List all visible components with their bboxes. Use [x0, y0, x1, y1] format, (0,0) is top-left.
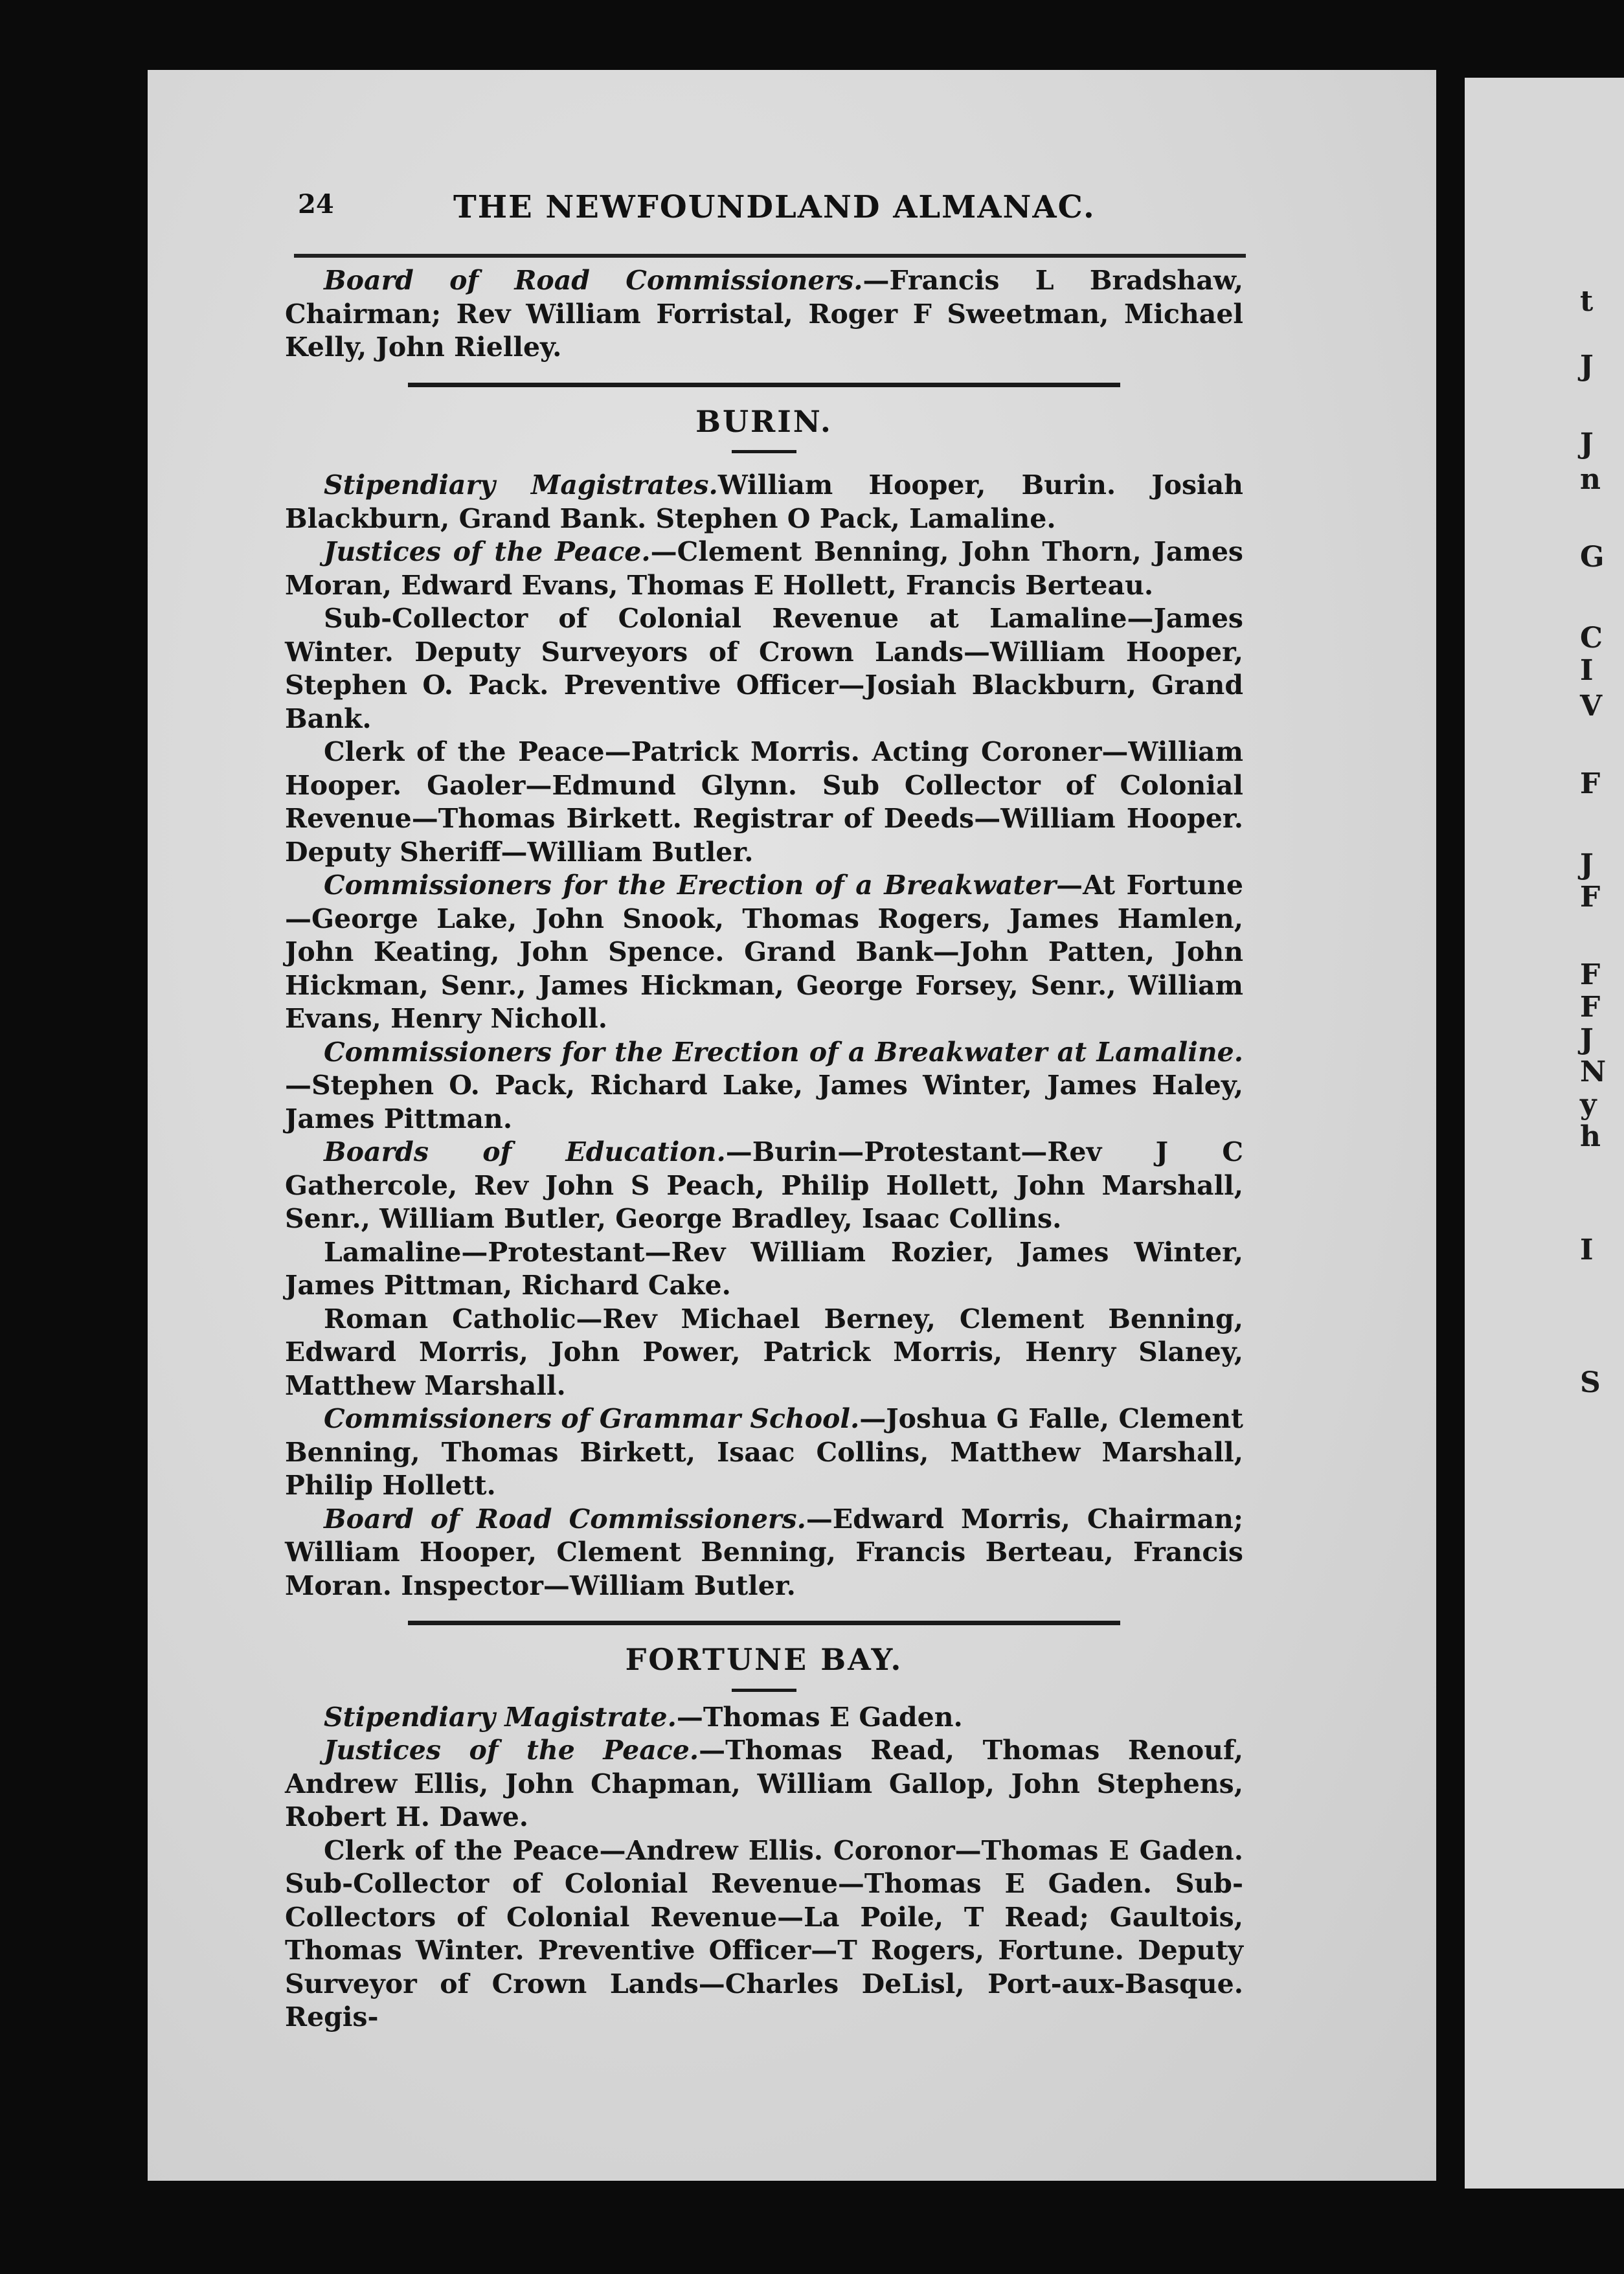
- right-page-fragment: J: [1580, 350, 1594, 383]
- paragraph: Lamaline—Protestant—Rev William Rozier, James Winter, James Pittman, Richard Cake.: [285, 1236, 1243, 1301]
- section-heading-fortune-bay: FORTUNE BAY.: [625, 1642, 903, 1677]
- running-head-title: THE NEWFOUNDLAND ALMANAC.: [453, 189, 1096, 225]
- paragraph: Clerk of the Peace—Patrick Morris. Acting Coroner—William Hooper. Gaoler—Edmund Glynn. Sub Collector of Colonial Revenue—Thomas Birkett. Registrar of Deeds—William Hooper. Deputy Sheriff—William Butler.: [285, 736, 1243, 868]
- entry-label: Stipendiary Magistrate.: [324, 1701, 677, 1733]
- paragraph: [285, 869, 1243, 1036]
- section-heading-burin: BURIN.: [695, 403, 833, 439]
- entry-text: —Joshua G Falle, Clement Benning, Thomas Birkett, Isaac Collins, Matthew Marshall, Philip Hollett.: [285, 1403, 1243, 1501]
- paragraph: [285, 1036, 1243, 1136]
- right-page-fragment: F: [1580, 881, 1601, 914]
- right-page-fragment: S: [1580, 1366, 1601, 1399]
- entry-label: Commissioners of Grammar School.: [324, 1403, 860, 1434]
- entry-label: Commissioners for the Erection of a Breakwater: [324, 870, 1057, 901]
- entry-label: Board of Road Commissioners.: [324, 1503, 806, 1535]
- entry-text: —Edward Morris, Chairman; William Hooper, Clement Benning, Francis Berteau, Francis Moran. Inspector—William Butler.: [285, 1503, 1243, 1601]
- right-page-fragment: F: [1580, 958, 1601, 991]
- heading-rule: [732, 450, 796, 453]
- right-page-fragment: y: [1580, 1088, 1597, 1121]
- paragraph: Clerk of the Peace—Andrew Ellis. Coronor—Thomas E Gaden. Sub-Collector of Colonial Revenue—Thomas E Gaden. Sub-Collectors of Colonial Revenue—La Poile, T Read; Gaultois, Thomas Winter. Preventive Officer—T Rogers, Fortune. Deputy Surveyor of Crown Lands—Charles DeLisl, Port-aux-Basque. Regis-: [285, 1834, 1243, 2032]
- entry-text: —Thomas Read, Thomas Renouf, Andrew Ellis, John Chapman, William Gallop, John Stephens, Robert H. Dawe.: [285, 1735, 1244, 1832]
- section-separator: [408, 383, 1120, 387]
- right-page-fragment: I: [1580, 654, 1594, 687]
- paragraph: [285, 535, 1243, 602]
- right-page-fragment: J: [1580, 848, 1594, 881]
- running-head: [298, 189, 1250, 228]
- entry-label: Board of Road Commissioners.: [324, 265, 863, 296]
- page-number: 24: [298, 189, 334, 220]
- paragraph: Sub-Collector of Colonial Revenue at Lamaline—James Winter. Deputy Surveyors of Crown Lands—William Hooper, Stephen O. Pack. Preventive Officer—Josiah Blackburn, Grand Bank.: [285, 603, 1243, 734]
- right-page-fragment: V: [1580, 690, 1603, 723]
- section-separator: [408, 1621, 1120, 1625]
- entry-text: —At Fortune —George Lake, John Snook, Thomas Rogers, James Hamlen, John Keating, John Spence. Grand Bank—John Patten, John Hickman, Senr., James Hickman, George Forsey, Senr., William Evans, Henry Nicholl.: [285, 870, 1244, 1034]
- right-page-fragment: G: [1580, 541, 1605, 574]
- paragraph: Roman Catholic—Rev Michael Berney, Clement Benning, Edward Morris, John Power, Patrick Morris, Henry Slaney, Matthew Marshall.: [285, 1303, 1243, 1401]
- paragraph: [285, 1734, 1243, 1834]
- paragraph: [285, 1701, 1243, 1735]
- entry-text: —Stephen O. Pack, Richard Lake, James Winter, James Haley, James Pittman.: [285, 1070, 1243, 1134]
- entry-text: —Burin—Protestant—Rev J C Gathercole, Rev John S Peach, Philip Hollett, John Marshall, Senr., William Butler, George Bradley, Isaac Collins.: [285, 1136, 1243, 1234]
- header-rule: [294, 254, 1246, 258]
- right-page-fragment: t: [1580, 285, 1594, 318]
- entry-text: William Hooper, Burin. Josiah Blackburn, Grand Bank. Stephen O Pack, Lamaline.: [285, 469, 1243, 534]
- entry-label: Commissioners for the Erection of a Breakwater at Lamaline.: [324, 1036, 1243, 1068]
- paragraph: [285, 1136, 1243, 1236]
- right-page-fragment: I: [1580, 1233, 1594, 1266]
- right-page-fragment: n: [1580, 463, 1601, 496]
- page-body: [285, 264, 1243, 2034]
- right-page-fragment: N: [1580, 1055, 1607, 1088]
- paragraph: [285, 1402, 1243, 1503]
- heading-rule: [732, 1689, 796, 1692]
- right-page-fragment: F: [1580, 991, 1601, 1024]
- right-page-fragment: J: [1580, 1023, 1594, 1056]
- right-page-fragment: C: [1580, 622, 1603, 655]
- right-page-fragment: h: [1580, 1120, 1601, 1153]
- right-page-fragment: J: [1580, 427, 1594, 460]
- paragraph: [285, 264, 1243, 365]
- entry-text: —Francis L Bradshaw, Chairman; Rev William Forristal, Roger F Sweetman, Michael Kelly, John Rielley.: [285, 265, 1243, 363]
- entry-label: Boards of Education.: [324, 1136, 726, 1167]
- entry-text: —Thomas E Gaden.: [676, 1701, 963, 1733]
- entry-label: Justices of the Peace.: [324, 536, 651, 567]
- entry-text: —Clement Benning, John Thorn, James Moran, Edward Evans, Thomas E Hollett, Francis Berteau.: [285, 536, 1244, 601]
- paragraph: [285, 1503, 1243, 1603]
- paragraph: [285, 469, 1243, 535]
- entry-label: Stipendiary Magistrates.: [324, 469, 718, 501]
- right-page-fragment: F: [1580, 767, 1601, 800]
- entry-label: Justices of the Peace.: [324, 1735, 699, 1766]
